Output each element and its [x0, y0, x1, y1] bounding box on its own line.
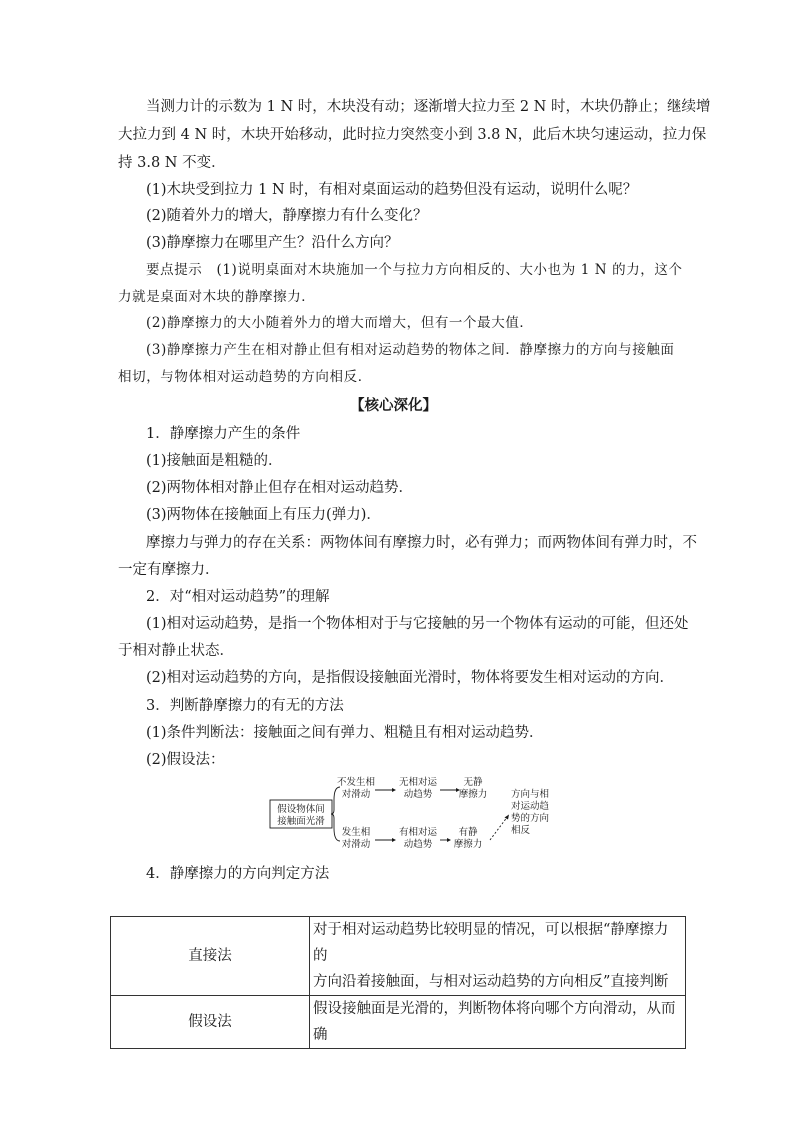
- diagram-bottom-b-line-1: 有相对运: [398, 827, 438, 838]
- diagram-bottom-c-line-2: 摩擦力: [453, 839, 483, 850]
- diagram-direction-line-2: 对运动趋: [511, 801, 550, 812]
- table-desc-line-1: 对于相对运动趋势比较明显的情况，可以根据“静摩擦力的: [313, 922, 669, 964]
- diagram-bottom-b-line-2: 动趋势: [403, 839, 433, 850]
- point2-item1-line-1: (1)相对运动趋势，是指一个物体相对于与它接触的另一个物体有运动的可能，但还处: [146, 616, 689, 632]
- diagram-top-b-line-1: 无相对运: [398, 777, 438, 788]
- table-cell-method-name: 假设法: [111, 996, 310, 1049]
- table-desc-line-2: 方向沿着接触面，与相对运动趋势的方向相反”直接判断: [313, 974, 669, 990]
- intro-line-2: 大拉力到 4 N 时，木块开始移动，此时拉力突然变小到 3.8 N，此后木块匀速运动，拉力保: [118, 127, 707, 143]
- diagram-direction-line-1: 方向与相: [511, 789, 550, 800]
- point2-title: 2．对“相对运动趋势”的理解: [146, 589, 330, 605]
- section-title: 【核心深化】: [350, 397, 437, 414]
- table-desc-line-1: 假设接触面是光滑的，判断物体将向哪个方向滑动，从而确: [313, 1001, 676, 1043]
- table-row: [111, 996, 686, 1049]
- intro-line-3: 持 3.8 N 不变．: [118, 155, 226, 171]
- diagram-dashed-arrow: [490, 816, 508, 840]
- point1-title: 1．静摩擦力产生的条件: [146, 426, 301, 442]
- diagram-box-line-2: 接触面光滑: [277, 816, 325, 827]
- point1-item-2: (2)两物体相对静止但存在相对运动趋势．: [146, 480, 414, 496]
- table-cell-method-desc: [310, 996, 686, 1049]
- diagram-arrowhead-top-1: [392, 788, 396, 792]
- diagram-dashed-arrowhead: [505, 815, 510, 820]
- point1-relation-line-2: 一定有摩擦力．: [118, 562, 220, 578]
- question-2: (2)随着外力的增大，静摩擦力有什么变化？: [146, 208, 428, 224]
- diagram-bottom-a-line-1: 发生相: [341, 827, 371, 838]
- point4-title: 4．静摩擦力的方向判定方法: [146, 866, 330, 882]
- tips-line-3: (2)静摩擦力的大小随着外力的增大而增大，但有一个最大值．: [146, 315, 534, 331]
- table-cell-method-name: 直接法: [111, 917, 310, 996]
- question-1: (1)木块受到拉力 1 N 时，有相对桌面运动的趋势但没有运动，说明什么呢？: [146, 182, 638, 198]
- diagram-direction-line-4: 相反: [511, 825, 531, 836]
- point3-item-1: (1)条件判断法：接触面之间有弹力、粗糙且有相对运动趋势．: [146, 725, 544, 741]
- assumption-method-diagram: [268, 773, 568, 855]
- point1-item-1: (1)接触面是粗糙的．: [146, 453, 283, 469]
- diagram-direction-line-3: 势的方向: [511, 813, 550, 824]
- diagram-arrowhead-bottom-2: [447, 838, 451, 842]
- intro-line-1: 当测力计的示数为 1 N 时，木块没有动；逐渐增大拉力至 2 N 时，木块仍静止；继续增: [146, 99, 711, 115]
- diagram-brace: [331, 787, 340, 841]
- diagram-top-b-line-2: 动趋势: [403, 789, 433, 800]
- point2-item-2: (2)相对运动趋势的方向，是指假设接触面光滑时，物体将要发生相对运动的方向．: [146, 670, 675, 686]
- tips-line-4: (3)静摩擦力产生在相对静止但有相对运动趋势的物体之间．静摩擦力的方向与接触面: [146, 342, 675, 358]
- diagram-bottom-c-line-1: 有静: [458, 827, 478, 838]
- point2-item1-line-2: 于相对静止状态．: [118, 643, 234, 659]
- diagram-top-a-line-1: 不发生相: [336, 777, 376, 788]
- tips-line-1: 要点提示 (1)说明桌面对木块施加一个与拉力方向相反的、大小也为 1 N 的力，这个: [146, 262, 683, 278]
- direction-methods-table: [110, 916, 686, 1049]
- table-cell-method-desc: [310, 917, 686, 996]
- point3-title: 3．判断静摩擦力的有无的方法: [146, 698, 344, 714]
- point3-item-2: (2)假设法：: [146, 752, 225, 768]
- tips-line-2: 力就是桌面对木块的静摩擦力．: [118, 289, 316, 305]
- tips-line-5: 相切，与物体相对运动趋势的方向相反．: [118, 369, 372, 385]
- question-3: (3)静摩擦力在哪里产生？沿什么方向？: [146, 235, 399, 251]
- diagram-arrowhead-bottom-1: [392, 838, 396, 842]
- diagram-top-c-line-1: 无静: [463, 777, 483, 788]
- diagram-box-line-1: 假设物体间: [277, 804, 325, 815]
- diagram-top-c-line-2: 摩擦力: [458, 789, 488, 800]
- point1-item-3: (3)两物体在接触面上有压力(弹力)．: [146, 507, 381, 523]
- table-row: [111, 917, 686, 996]
- diagram-bottom-a-line-2: 对滑动: [341, 839, 371, 850]
- diagram-top-a-line-2: 对滑动: [341, 789, 371, 800]
- point1-relation-line-1: 摩擦力与弹力的存在关系：两物体间有摩擦力时，必有弹力；而两物体间有弹力时，不: [146, 535, 697, 551]
